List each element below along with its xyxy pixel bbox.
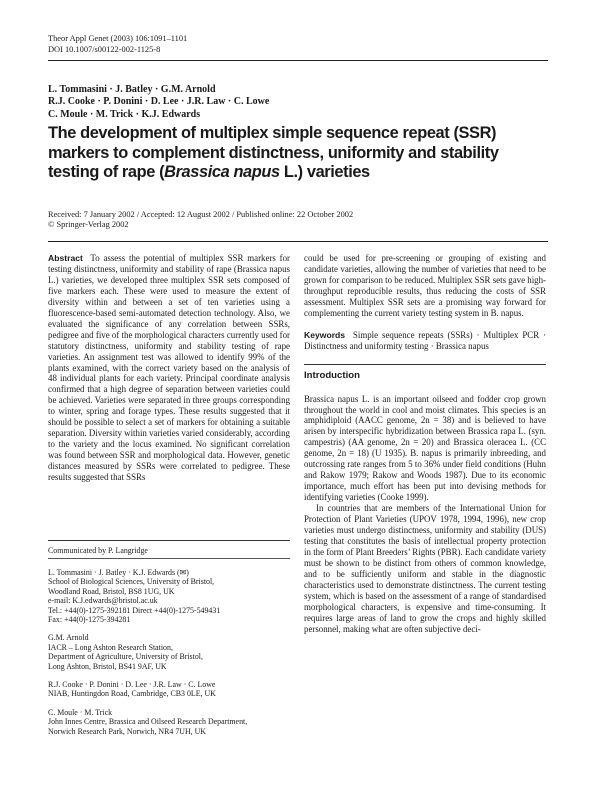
affiliation-3 [48,680,290,699]
author-line-3: C. Moule · M. Trick · K.J. Edwards [48,108,201,120]
right-column [304,253,546,635]
abstract-rule [48,241,548,242]
left-column [48,253,290,483]
header-rule [48,60,548,61]
affiliation-3-line: NIAB, Huntingdon Road, Cambridge, CB3 0LE, UK [48,689,216,699]
keywords-paragraph [304,330,546,352]
affiliation-3-names: R.J. Cooke · P. Donini · D. Lee · J.R. Law · C. Lowe [48,680,216,690]
affiliation-4-line: Norwich Research Park, Norwich, NR4 7UH, UK [48,726,206,736]
affiliation-4 [48,708,290,736]
affiliation-2-line: Long Ashton, Bristol, BS41 9AF, UK [48,661,167,671]
communicated-by: Communicated by P. Langridge [48,546,148,555]
introduction-paragraph-2: In countries that are members of the International Union for Protection of Plant Varieties (UPOV 1978, 1994, 1996), new crop varieties must undergo distinctness, uniformity and stability (DUS) testing that constitutes the basis of intellectual property protection in the form of Plant Breeders’ Rights (PBR). Each candidate variety must be shown to be distinct from others of common knowledge, and to be sufficiently uniform and stable in the diagnostic characteristics used to demonstrate distinctness. The current testing system, which is based on the assessment of a range of standardised morphological characters, is expensive and time-consuming. It requires large areas of land to grow the crops and highly skilled personnel, making what are often subjective deci- [304,503,546,634]
received-dates: Received: 7 January 2002 / Accepted: 12 August 2002 / Published online: 22 October 2002 [48,210,354,219]
abstract-continued: could be used for pre-screening or grouping of existing and candidate varieties, allowing the number of varieties that need to be grown for comparison to be reduced. Multiplex SSR sets gave high-throughput reproducible results, thus reducing the costs of SSR assessment. Multiplex SSR sets are a promising way forward for complementing the current variety testing system in B. napus. [304,253,546,318]
affiliation-2-names: G.M. Arnold [48,633,89,643]
title-italic-species: Brassica napus [164,163,280,182]
affiliation-1-email: e-mail: K.J.edwards@bristol.ac.uk [48,596,158,606]
title-part-1: The development of multiplex simple sequence repeat (SSR) markers to complement distinctness, uniformity and stability testing of rape ( [48,124,499,182]
abstract-text: To assess the potential of multiplex SSR markers for testing distinctness, uniformity and stability of rape (Brassica napus L.) varieties, we developed three multiplex SSR sets composed of five markers each. These were used to measure the extent of diversity within and between a set of ten varieties using a fluorescence-based semi-automated detection technology. Also, we evaluated the significance of any correlation between SSRs, pedigree and five of the morphological characters currently used for statutory distinctness, uniformity and stability testing of rape varieties. An assignment test was allowed to identify 99% of the plants examined, with the correct variety based on the analysis of 48 individual plants for each variety. Principal coordinate analysis confirmed that a high degree of separation between varieties could be achieved. Varieties were separated in three groups corresponding to winter, spring and forage types. These results suggested that it should be possible to select a set of markers for obtaining a suitable separation. Diversity within varieties varied considerably, according to the variety and the locus examined. No significant correlation was found between SSR and morphological data. However, genetic distances measured by SSRs were correlated to pedigree. These results suggested that SSRs [48,253,291,483]
author-list [48,84,269,121]
journal-header [48,34,187,55]
abstract-label: Abstract [48,253,83,263]
affiliation-2 [48,633,290,671]
affiliation-4-line: John Innes Centre, Brassica and Oilseed Research Department, [48,717,248,727]
affiliation-1-line: Woodland Road, Bristol, BS8 1UG, UK [48,586,175,596]
footnote-separator [48,558,290,559]
keywords-text: Simple sequence repeats (SSRs) · Multiplex PCR · Distinctness and uniformity testing · Brassica napus [304,329,546,351]
footnote-rule [48,540,290,541]
affiliation-4-names: C. Moule · M. Trick [48,707,113,717]
title-part-2: L.) varieties [279,163,370,182]
affiliation-1-fax: Fax: +44(0)-1275-394281 [48,615,131,625]
affiliation-1 [48,568,290,624]
abstract-paragraph [48,253,290,483]
keywords-label: Keywords [304,329,346,340]
affiliation-1-names: L. Tommasini · J. Batley · K.J. Edwards (✉) [48,568,189,577]
introduction-heading: Introduction [304,364,546,382]
author-line-1: L. Tommasini · J. Batley · G.M. Arnold [48,84,216,95]
copyright-line: © Springer-Verlag 2002 [48,220,129,230]
publication-history [48,210,353,231]
affiliation-1-tel: Tel.: +44(0)-1275-392181 Direct +44(0)-1275-549431 [48,605,221,615]
paper-title [48,124,548,183]
journal-doi: DOI 10.1007/s00122-002-1125-8 [48,44,161,54]
affiliation-2-line: Department of Agriculture, University of Bristol, [48,652,203,662]
affiliation-2-line: IACR – Long Ashton Research Station, [48,642,173,652]
author-line-2: R.J. Cooke · P. Donini · D. Lee · J.R. Law · C. Lowe [48,96,270,108]
journal-citation: Theor Appl Genet (2003) 106:1091–1101 [48,34,188,43]
footnotes [48,546,290,745]
introduction-paragraph-1: Brassica napus L. is an important oilseed and fodder crop grown throughout the world in cool and moist climates. This species is an amphidiploid (AACC genome, 2n = 38) and is believed to have arisen by interspecific hybridization between Brassica rapa L. (syn. campestris) (AA genome, 2n = 20) and Brassica oleracea L. (CC genome, 2n = 18) (U 1935). B. napus is primarily inbreeding, and outcrossing rate ranges from 5 to 36% under field conditions (Huhn and Rakow 1979; Rakow and Woods 1987). Due to its economic importance, much effort has been put into devising methods for identifying varieties (Cooke 1999). [304,393,546,503]
affiliation-1-line: School of Biological Sciences, University of Bristol, [48,577,215,587]
